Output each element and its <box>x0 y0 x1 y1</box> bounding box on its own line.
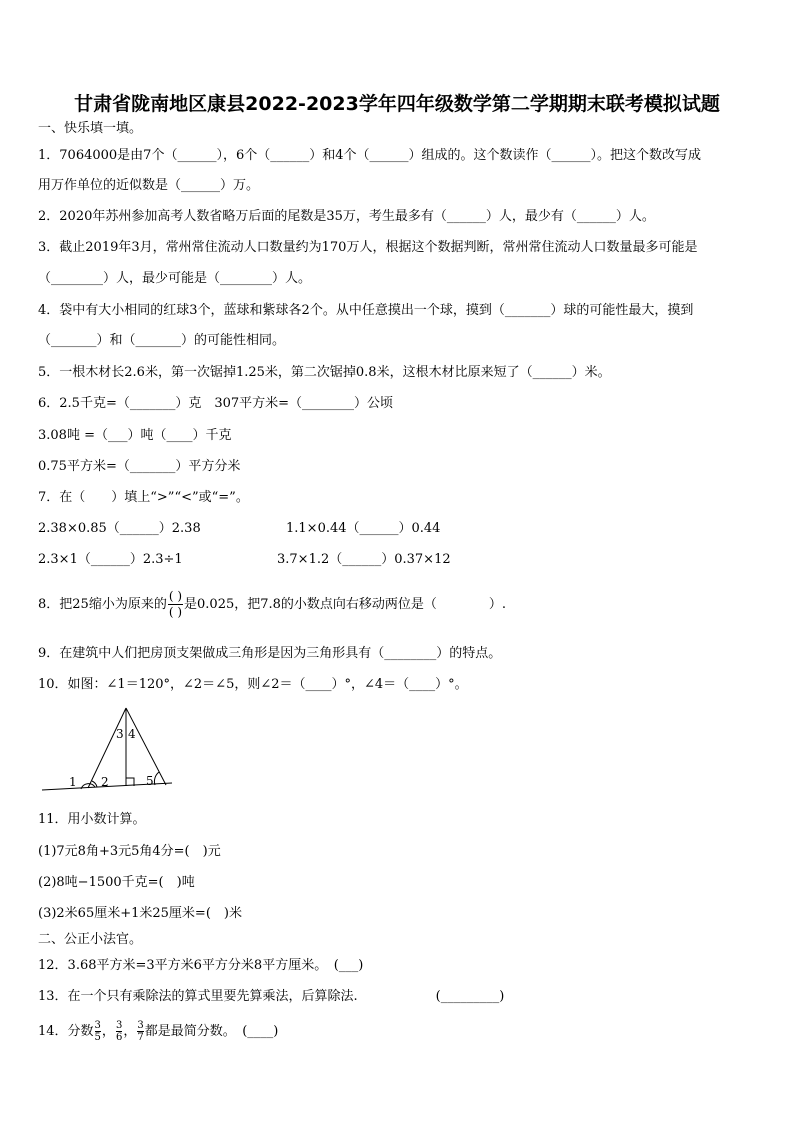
fraction-3-6 <box>116 1020 122 1043</box>
question-7-row-1-left: 2.38×0.85（______）2.38 <box>38 521 201 536</box>
question-6-line-1: 6．2.5千克=（_______）克 307平方米=（________）公顷 <box>38 396 394 411</box>
question-3-line-1: 3．截止2019年3月，常州常住流动人口数量约为170万人，根据这个数据判断，常州常住流动人口数量最多可能是 <box>38 240 698 255</box>
question-8 <box>38 589 506 620</box>
question-14 <box>38 1018 278 1046</box>
angle-label-2: 2 <box>101 775 109 789</box>
section-heading-2: 二、公正小法官。 <box>38 932 143 947</box>
question-11-part-2: (2)8吨−1500千克=( )吨 <box>38 875 195 890</box>
question-7-row-2-left: 2.3×1（______）2.3÷1 <box>38 552 183 567</box>
page-title: 甘肃省陇南地区康县2022-2023学年四年级数学第二学期期末联考模拟试题 <box>74 93 720 115</box>
question-14-prefix: 14．分数 <box>38 1024 94 1039</box>
question-6-line-3: 0.75平方米=（_______）平方分米 <box>38 459 241 474</box>
question-7-row-1-right: 1.1×0.44（______）0.44 <box>286 521 441 536</box>
question-11: 11．用小数计算。 <box>38 812 146 827</box>
fraction-numerator: ( ) <box>168 589 183 603</box>
question-12: 12．3.68平方米=3平方米6平方分米8平方厘米。 (___) <box>38 958 364 973</box>
question-4-line-2: （_______）和（_______）的可能性相同。 <box>38 333 286 348</box>
fraction-denominator: ( ) <box>168 605 183 619</box>
question-8-fraction <box>168 589 183 620</box>
question-8-suffix: 是0.025，把7.8的小数点向右移动两位是（ ）. <box>184 597 507 612</box>
question-7-row-2-right: 3.7×1.2（______）0.37×12 <box>277 552 451 567</box>
fraction-denominator: 6 <box>115 1032 123 1043</box>
angle-label-3: 3 <box>116 727 124 741</box>
question-11-part-3: (3)2米65厘米+1米25厘米=( )米 <box>38 906 242 921</box>
question-11-part-1: (1)7元8角+3元5角4分=( )元 <box>38 844 221 859</box>
question-3-line-2: （________）人，最少可能是（________）人。 <box>38 271 312 286</box>
question-2: 2．2020年苏州参加高考人数省略万后面的尾数是35万，考生最多有（______）人，最少有（______）人。 <box>38 209 655 224</box>
angle-label-4: 4 <box>128 727 136 741</box>
fraction-numerator: 3 <box>94 1020 101 1031</box>
question-6-line-2: 3.08吨 =（___）吨（____）千克 <box>38 428 232 443</box>
fraction-numerator: 3 <box>115 1020 123 1031</box>
question-5: 5．一根木材长2.6米，第一次锯掉1.25米，第二次锯掉0.8米，这根木材比原来短了（______）米。 <box>38 365 611 380</box>
question-7: 7．在（ ）填上“>”“<”或“=”。 <box>38 490 249 505</box>
fraction-3-7 <box>137 1020 143 1043</box>
question-9: 9．在建筑中人们把房顶支架做成三角形是因为三角形具有（________）的特点。 <box>38 646 502 661</box>
question-13: 13．在一个只有乘除法的算式里要先算乘法，后算除法. (_________) <box>38 989 505 1004</box>
fraction-separator: ， <box>101 1024 115 1039</box>
fraction-denominator: 7 <box>137 1032 144 1043</box>
section-heading-1: 一、快乐填一填。 <box>38 121 143 136</box>
angle-label-1: 1 <box>69 775 77 789</box>
angle-label-5: 5 <box>146 774 154 788</box>
triangle-angle-figure <box>38 705 178 793</box>
question-4-line-1: 4．袋中有大小相同的红球3个，蓝球和紫球各2个。从中任意摸出一个球，摸到（_______）球的可能性最大，摸到 <box>38 303 694 318</box>
question-10: 10．如图：∠1＝120°，∠2＝∠5，则∠2＝（____）°，∠4＝（____）°。 <box>38 677 468 692</box>
question-14-suffix: 都是最简分数。 (____) <box>144 1024 279 1039</box>
fraction-numerator: 3 <box>137 1020 144 1031</box>
fraction-denominator: 5 <box>94 1032 101 1043</box>
question-1-line-2: 用万作单位的近似数是（______）万。 <box>38 178 260 193</box>
angle-5-arc <box>154 772 159 785</box>
fraction-3-5 <box>95 1020 101 1043</box>
question-1-line-1: 1．7064000是由7个（______），6个（______）和4个（______）组成的。这个数读作（______）。把这个数改写成 <box>38 148 701 163</box>
question-8-prefix: 8．把25缩小为原来的 <box>38 597 167 612</box>
fraction-separator: ， <box>123 1024 137 1039</box>
